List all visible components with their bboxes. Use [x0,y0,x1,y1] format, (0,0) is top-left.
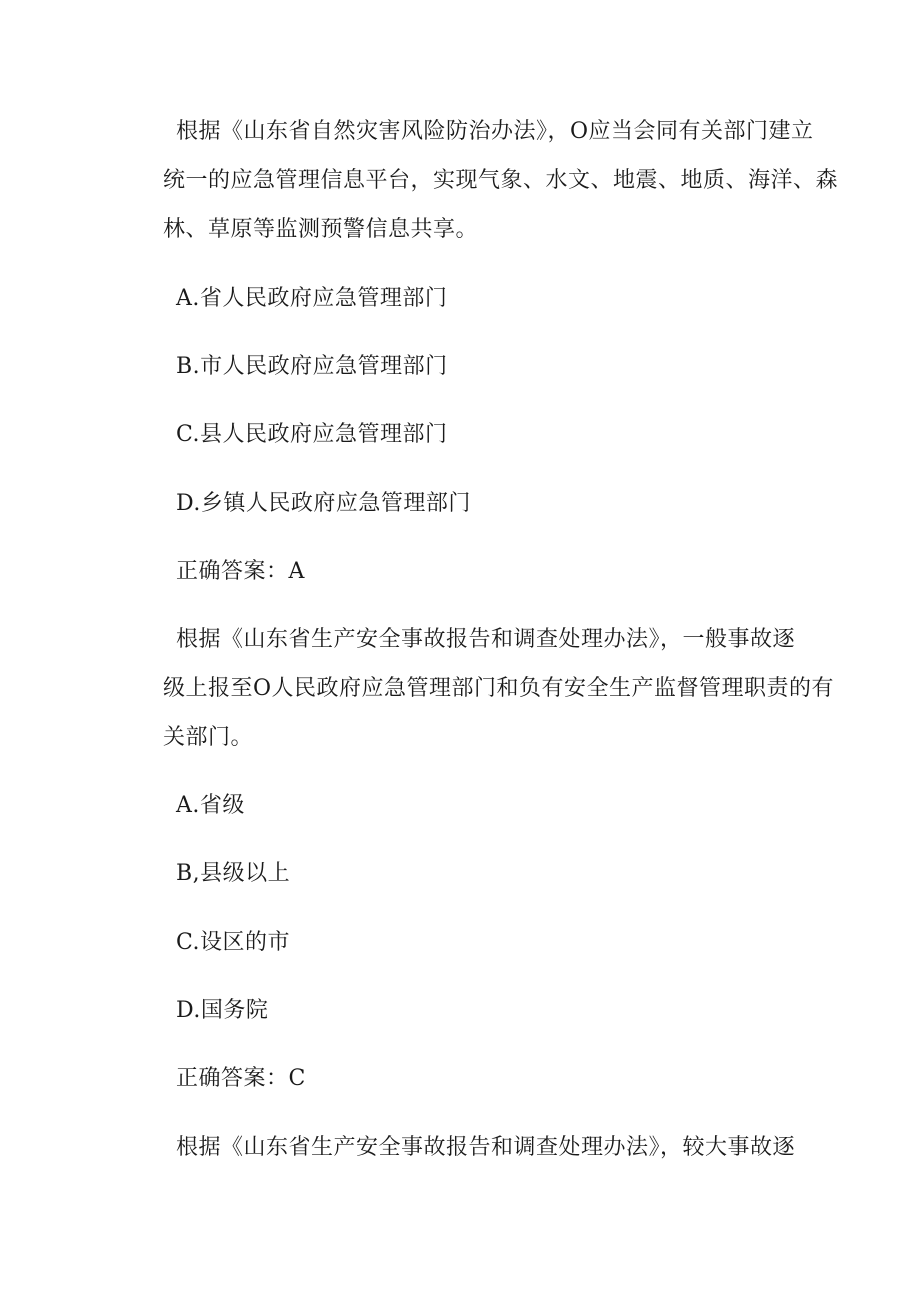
question-2-option-a: A.省级 [176,793,245,818]
question-3-stem-line-1: 根据《山东省生产安全事故报告和调查处理办法》，较大事故逐 [176,1135,796,1160]
question-2-option-d: D.国务院 [176,998,269,1023]
question-2-stem-line-2: 级上报至O人民政府应急管理部门和负有安全生产监督管理职责的有 [163,676,835,701]
question-1-option-c: C.县人民政府应急管理部门 [176,422,448,447]
question-2-stem-line-3: 关部门。 [163,725,254,750]
question-2-stem-line-1: 根据《山东省生产安全事故报告和调查处理办法》，一般事故逐 [176,627,796,652]
question-2-option-c: C.设区的市 [176,930,291,955]
question-1-stem-line-3: 林、草原等监测预警信息共享。 [163,217,479,242]
question-2-option-b: B,县级以上 [176,861,291,886]
question-1-answer: 正确答案：A [176,559,305,584]
question-2-answer: 正确答案：C [176,1066,306,1091]
question-1-option-a: A.省人民政府应急管理部门 [176,286,448,311]
question-1-option-b: B.市人民政府应急管理部门 [176,354,448,379]
question-1-stem-line-2: 统一的应急管理信息平台，实现气象、水文、地震、地质、海洋、森 [163,168,839,193]
question-1-option-d: D.乡镇人民政府应急管理部门 [176,491,471,516]
question-1-stem-line-1: 根据《山东省自然灾害风险防治办法》，O应当会同有关部门建立 [176,119,814,144]
